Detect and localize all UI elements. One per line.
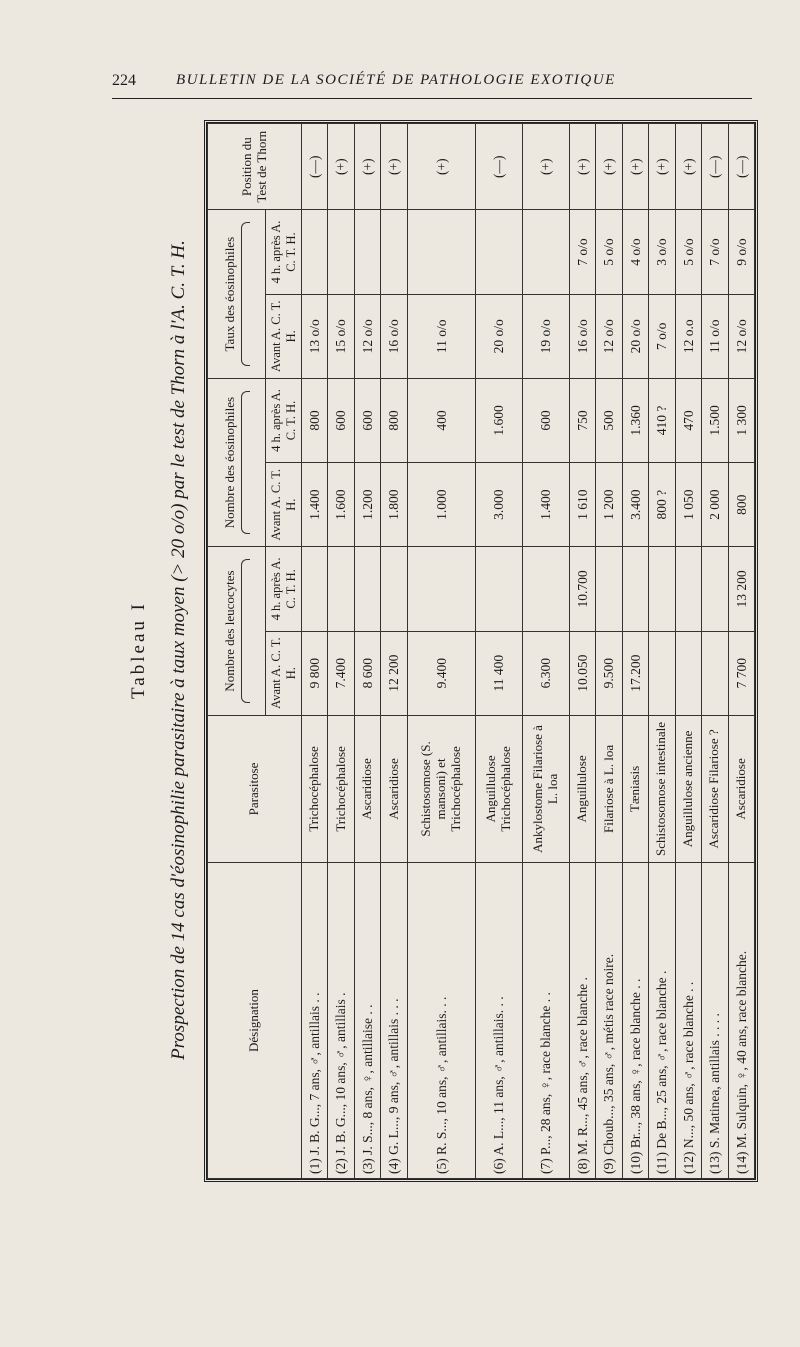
designation-cell: (9) Choub..., 35 ans, ♂, métis race noire.	[596, 863, 622, 1179]
eos-apres-cell: 750	[569, 378, 595, 462]
leuco-avant-cell	[702, 631, 728, 715]
table-row	[596, 124, 622, 1179]
table-row	[407, 124, 475, 1179]
designation-cell: (8) M. R..., 45 ans, ♂, race blanche .	[569, 863, 595, 1179]
taux-avant-cell: 20 o/o	[622, 294, 648, 378]
eos-apres-cell: 470	[675, 378, 701, 462]
parasitose-cell: Ascaridiose	[354, 715, 380, 862]
designation-cell: (1) J. B. G..., 7 ans, ♂, antillais . .	[302, 863, 328, 1179]
header-designation: Désignation	[208, 863, 302, 1179]
taux-apres-cell	[522, 210, 569, 294]
eos-avant-cell: 1.800	[381, 463, 407, 547]
taux-avant-cell: 12 o/o	[354, 294, 380, 378]
eos-apres-cell: 410 ?	[649, 378, 675, 462]
parasitose-cell: Trichocéphalose	[302, 715, 328, 862]
designation-cell: (5) R. S..., 10 ans, ♂, antillais. . .	[407, 863, 475, 1179]
taux-avant-cell: 11 o/o	[407, 294, 475, 378]
parasitose-cell: Schistosomose (S. mansoni) et Trichocéphalose	[407, 715, 475, 862]
leuco-avant-cell	[675, 631, 701, 715]
parasitose-cell: Schistosomose intestinale	[649, 715, 675, 862]
header-eosino-nombre	[208, 378, 266, 546]
leuco-avant-cell: 8 600	[354, 631, 380, 715]
position-cell: (+)	[569, 124, 595, 210]
leuco-apres-cell	[328, 547, 354, 631]
parasitose-cell: Tæniasis	[622, 715, 648, 862]
leuco-apres-cell	[675, 547, 701, 631]
taux-apres-cell: 3 o/o	[649, 210, 675, 294]
designation-cell: (10) Br..., 38 ans, ♀, race blanche . .	[622, 863, 648, 1179]
eos-avant-cell: 3.000	[476, 463, 523, 547]
header-parasitose: Parasitose	[208, 715, 302, 862]
header-leucocytes-label: Nombre des leucocytes	[222, 570, 238, 692]
eos-apres-cell: 500	[596, 378, 622, 462]
header-eosino-nombre-label: Nombre des éosinophiles	[222, 396, 238, 529]
position-cell: (+)	[381, 124, 407, 210]
leuco-avant-cell: 7.400	[328, 631, 354, 715]
taux-avant-cell: 12 o/o	[728, 294, 754, 378]
taux-avant-cell: 13 o/o	[302, 294, 328, 378]
leuco-apres-cell	[476, 547, 523, 631]
taux-avant-cell: 15 o/o	[328, 294, 354, 378]
eos-avant-cell: 1 050	[675, 463, 701, 547]
table-row	[702, 124, 728, 1179]
designation-cell: (2) J. B. G..., 10 ans, ♂, antillais .	[328, 863, 354, 1179]
designation-cell: (11) De B..., 25 ans, ♂, race blanche .	[649, 863, 675, 1179]
leuco-apres-cell: 13 200	[728, 547, 754, 631]
leuco-avant-cell: 9.400	[407, 631, 475, 715]
designation-cell: (6) A. L..., 11 ans, ♂, antillais. . .	[476, 863, 523, 1179]
parasitose-cell: Trichocéphalose	[328, 715, 354, 862]
rotated-table-block	[128, 110, 768, 1190]
taux-apres-cell	[302, 210, 328, 294]
brace	[241, 222, 250, 365]
table-body	[302, 124, 755, 1179]
eos-avant-cell: 800 ?	[649, 463, 675, 547]
taux-apres-cell	[354, 210, 380, 294]
table-label: Tableau I	[128, 601, 149, 699]
eos-avant-cell: 1.000	[407, 463, 475, 547]
leuco-avant-cell: 11 400	[476, 631, 523, 715]
table-row	[728, 124, 754, 1179]
eos-apres-cell: 1 300	[728, 378, 754, 462]
designation-cell: (4) G. L..., 9 ans, ♂, antillais . . .	[381, 863, 407, 1179]
taux-apres-cell: 9 o/o	[728, 210, 754, 294]
table-row	[302, 124, 328, 1179]
leuco-avant-cell: 12 200	[381, 631, 407, 715]
brace	[241, 391, 250, 534]
header-position: Position du Test de Thorn	[208, 124, 302, 210]
leuco-apres-cell	[649, 547, 675, 631]
designation-cell: (13) S. Matinea, antillais . . . .	[702, 863, 728, 1179]
eos-apres-cell: 400	[407, 378, 475, 462]
leuco-apres-cell	[622, 547, 648, 631]
table-row	[675, 124, 701, 1179]
table-row	[649, 124, 675, 1179]
leuco-apres-cell	[522, 547, 569, 631]
header-apres: 4 h. après A. C. T. H.	[266, 378, 302, 462]
leuco-apres-cell	[302, 547, 328, 631]
position-cell: (+)	[622, 124, 648, 210]
position-cell: (—)	[302, 124, 328, 210]
header-eosino-taux-label: Taux des éosinophiles	[222, 236, 238, 352]
running-head: BULLETIN DE LA SOCIÉTÉ DE PATHOLOGIE EXOTIQUE	[176, 72, 616, 88]
page-number: 224	[112, 72, 136, 89]
taux-apres-cell: 7 o/o	[702, 210, 728, 294]
taux-avant-cell: 16 o/o	[381, 294, 407, 378]
eos-apres-cell: 600	[522, 378, 569, 462]
taux-apres-cell: 5 o/o	[675, 210, 701, 294]
table-row	[622, 124, 648, 1179]
eos-apres-cell: 1.600	[476, 378, 523, 462]
table-row	[476, 124, 523, 1179]
header-avant: Avant A. C. T. H.	[266, 463, 302, 547]
taux-avant-cell: 20 o/o	[476, 294, 523, 378]
eos-avant-cell: 1.400	[522, 463, 569, 547]
header-rule	[112, 98, 752, 99]
taux-apres-cell: 5 o/o	[596, 210, 622, 294]
parasitose-cell: Anguillulose ancienne	[675, 715, 701, 862]
taux-apres-cell: 4 o/o	[622, 210, 648, 294]
parasitose-cell: Filariose à L. loa	[596, 715, 622, 862]
table-row	[569, 124, 595, 1179]
parasitose-cell: Ankylostome Filariose à L. loa	[522, 715, 569, 862]
leuco-apres-cell	[381, 547, 407, 631]
eos-avant-cell: 3.400	[622, 463, 648, 547]
position-cell: (+)	[675, 124, 701, 210]
header-leucocytes	[208, 547, 266, 715]
leuco-apres-cell	[596, 547, 622, 631]
leuco-avant-cell: 9 800	[302, 631, 328, 715]
eos-avant-cell: 2 000	[702, 463, 728, 547]
parasitose-cell: Ascaridiose	[728, 715, 754, 862]
header-apres: 4 h. après A. C. T. H.	[266, 547, 302, 631]
header-avant: Avant A. C. T. H.	[266, 631, 302, 715]
leuco-avant-cell: 7 700	[728, 631, 754, 715]
brace	[241, 559, 250, 702]
parasitose-cell: Ascaridiose Filariose ?	[702, 715, 728, 862]
table-frame	[204, 120, 758, 1182]
position-cell: (+)	[596, 124, 622, 210]
position-cell: (—)	[728, 124, 754, 210]
parasitose-cell: Ascaridiose	[381, 715, 407, 862]
taux-avant-cell: 12 o/o	[596, 294, 622, 378]
table-row	[328, 124, 354, 1179]
leuco-avant-cell	[649, 631, 675, 715]
eos-apres-cell: 800	[302, 378, 328, 462]
leuco-apres-cell: 10.700	[569, 547, 595, 631]
taux-avant-cell: 19 o/o	[522, 294, 569, 378]
designation-cell: (14) M. Sulquin, ♀, 40 ans, race blanche.	[728, 863, 754, 1179]
leuco-avant-cell: 10.050	[569, 631, 595, 715]
designation-cell: (12) N..., 50 ans, ♂, race blanche . .	[675, 863, 701, 1179]
taux-avant-cell: 11 o/o	[702, 294, 728, 378]
table-row	[522, 124, 569, 1179]
eos-avant-cell: 1.600	[328, 463, 354, 547]
eosinophilia-table	[207, 123, 755, 1179]
eos-apres-cell: 1.500	[702, 378, 728, 462]
taux-avant-cell: 7 o/o	[649, 294, 675, 378]
parasitose-cell: Anguillulose	[569, 715, 595, 862]
taux-avant-cell: 12 o.o	[675, 294, 701, 378]
leuco-apres-cell	[702, 547, 728, 631]
eos-avant-cell: 1.400	[302, 463, 328, 547]
position-cell: (+)	[649, 124, 675, 210]
table-row	[381, 124, 407, 1179]
table-row	[354, 124, 380, 1179]
eos-apres-cell: 600	[354, 378, 380, 462]
leuco-apres-cell	[354, 547, 380, 631]
table-caption: Prospection de 14 cas d'éosinophilie parasitaire à taux moyen (> 20 o/o) par le test de Thorn à l'A. C. T. H.	[168, 240, 189, 1060]
eos-avant-cell: 800	[728, 463, 754, 547]
taux-apres-cell: 7 o/o	[569, 210, 595, 294]
position-cell: (+)	[354, 124, 380, 210]
eos-apres-cell: 600	[328, 378, 354, 462]
eos-avant-cell: 1 610	[569, 463, 595, 547]
header-avant: Avant A. C. T. H.	[266, 294, 302, 378]
position-cell: (+)	[407, 124, 475, 210]
leuco-avant-cell: 9.500	[596, 631, 622, 715]
eos-apres-cell: 800	[381, 378, 407, 462]
eos-apres-cell: 1.360	[622, 378, 648, 462]
taux-apres-cell	[407, 210, 475, 294]
header-eosino-taux	[208, 210, 266, 378]
designation-cell: (3) J. S..., 8 ans, ♀, antillaise . .	[354, 863, 380, 1179]
leuco-avant-cell: 17.200	[622, 631, 648, 715]
taux-apres-cell	[381, 210, 407, 294]
position-cell: (—)	[702, 124, 728, 210]
taux-avant-cell: 16 o/o	[569, 294, 595, 378]
designation-cell: (7) P..., 28 ans, ♀, race blanche . .	[522, 863, 569, 1179]
taux-apres-cell	[476, 210, 523, 294]
position-cell: (+)	[328, 124, 354, 210]
position-cell: (+)	[522, 124, 569, 210]
parasitose-cell: Anguillulose Trichocéphalose	[476, 715, 523, 862]
eos-avant-cell: 1 200	[596, 463, 622, 547]
position-cell: (—)	[476, 124, 523, 210]
taux-apres-cell	[328, 210, 354, 294]
header-apres: 4 h. après A. C. T. H.	[266, 210, 302, 294]
eos-avant-cell: 1.200	[354, 463, 380, 547]
leuco-apres-cell	[407, 547, 475, 631]
leuco-avant-cell: 6.300	[522, 631, 569, 715]
